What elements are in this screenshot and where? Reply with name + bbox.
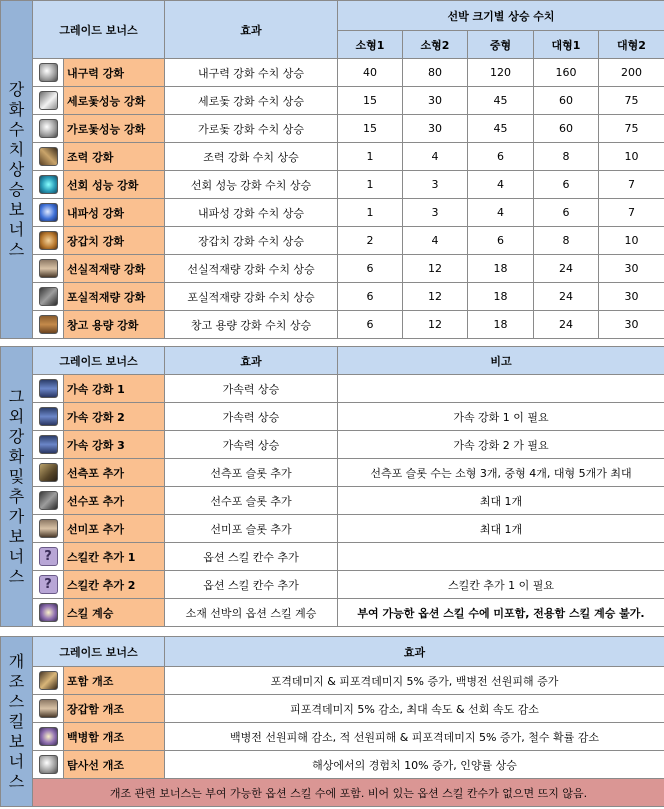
value-cell: 45: [468, 115, 534, 143]
bonus-effect: 선회 성능 강화 수치 상승: [165, 171, 338, 199]
bonus-effect: 옵션 스킬 칸수 추가: [165, 543, 338, 571]
grade-bonus-header: 그레이드 보너스: [33, 347, 165, 375]
note-header: 비고: [338, 347, 664, 375]
speed-up-icon: [39, 379, 58, 398]
bonus-name: 창고 용량 강화: [64, 311, 165, 339]
value-cell: 4: [403, 227, 468, 255]
bonus-effect: 가속력 상승: [165, 375, 338, 403]
value-cell: 15: [338, 87, 403, 115]
value-cell: 75: [599, 87, 664, 115]
value-cell: 8: [534, 143, 599, 171]
bonus-name: 선미포 추가: [64, 515, 165, 543]
bonus-effect: 가속력 상승: [165, 431, 338, 459]
horizontal-sail-icon: [39, 119, 58, 138]
bonus-name: 스킬칸 추가 2: [64, 571, 165, 599]
bonus-name: 가속 강화 3: [64, 431, 165, 459]
square-sail-icon: [39, 91, 58, 110]
table-row: [1, 723, 664, 751]
bonus-note: 가속 강화 1 이 필요: [338, 403, 664, 431]
bonus-name: 장갑함 개조: [64, 695, 165, 723]
modification-footnote: 개조 관련 보너스는 부여 가능한 옵션 스킬 수에 포함. 비어 있는 옵션 스킬 칸수가 없으면 뜨지 않음.: [33, 779, 664, 807]
size-header: 소형1: [338, 31, 403, 59]
value-cell: 4: [403, 143, 468, 171]
value-cell: 60: [534, 87, 599, 115]
table-row: [1, 695, 664, 723]
table-row: [1, 227, 664, 255]
value-cell: 6: [534, 199, 599, 227]
bonus-effect: 창고 용량 강화 수치 상승: [165, 311, 338, 339]
bonus-effect: 세로돛 강화 수치 상승: [165, 87, 338, 115]
bonus-effect: 해상에서의 경험치 10% 증가, 인양률 상승: [165, 751, 664, 779]
bonus-note: [338, 543, 664, 571]
bonus-effect: 선측포 슬롯 추가: [165, 459, 338, 487]
value-cell: 6: [338, 283, 403, 311]
bonus-name: 선수포 추가: [64, 487, 165, 515]
bonus-name: 선실적재량 강화: [64, 255, 165, 283]
table-row: [1, 403, 664, 431]
bonus-name: 가로돛성능 강화: [64, 115, 165, 143]
bonus-note: 선측포 슬롯 수는 소형 3개, 중형 4개, 대형 5개가 최대: [338, 459, 664, 487]
question-icon: ?: [39, 547, 58, 566]
value-cell: 6: [468, 227, 534, 255]
grade-bonus-header: 그레이드 보너스: [33, 1, 165, 59]
bonus-effect: 조력 강화 수치 상승: [165, 143, 338, 171]
bonus-effect: 선수포 슬롯 추가: [165, 487, 338, 515]
size-header: 중형: [468, 31, 534, 59]
melee-mod-icon: [39, 727, 58, 746]
bonus-name: 포함 개조: [64, 667, 165, 695]
table-row: [1, 375, 664, 403]
turning-icon: [39, 175, 58, 194]
effect-header: 효과: [165, 1, 338, 59]
table-row: [1, 143, 664, 171]
explorer-mod-icon: [39, 755, 58, 774]
table-row: [1, 543, 664, 571]
grade-bonus-header: 그레이드 보너스: [33, 637, 165, 667]
value-cell: 6: [338, 311, 403, 339]
value-cell: 6: [468, 143, 534, 171]
extra-bonus-table: [0, 346, 664, 627]
size-header: 대형1: [534, 31, 599, 59]
value-cell: 60: [534, 115, 599, 143]
value-cell: 1: [338, 143, 403, 171]
value-cell: 6: [338, 255, 403, 283]
table-row: [1, 255, 664, 283]
table-row: [1, 431, 664, 459]
value-cell: 30: [403, 115, 468, 143]
bonus-name: 세로돛성능 강화: [64, 87, 165, 115]
value-cell: 10: [599, 143, 664, 171]
section-side-label: 그 외 강 화 및 추 가 보 너 스: [1, 347, 33, 627]
bonus-effect: 가로돛 강화 수치 상승: [165, 115, 338, 143]
bonus-name: 선측포 추가: [64, 459, 165, 487]
table-row: [1, 171, 664, 199]
question-icon: ?: [39, 575, 58, 594]
size-header: 소형2: [403, 31, 468, 59]
bonus-effect: 포격데미지 & 피포격데미지 5% 증가, 백병전 선원피해 증가: [165, 667, 664, 695]
bonus-note: [338, 375, 664, 403]
value-cell: 4: [468, 171, 534, 199]
bonus-name: 탐사선 개조: [64, 751, 165, 779]
bonus-note: 가속 강화 2 가 필요: [338, 431, 664, 459]
bonus-effect: 내구력 강화 수치 상승: [165, 59, 338, 87]
bonus-name: 스킬칸 추가 1: [64, 543, 165, 571]
durability-icon: [39, 63, 58, 82]
bonus-effect: 소재 선박의 옵션 스킬 계승: [165, 599, 338, 627]
bonus-name: 조력 강화: [64, 143, 165, 171]
bonus-name: 내구력 강화: [64, 59, 165, 87]
table-row: [1, 199, 664, 227]
section-side-label: 강 화 수 치 상 승 보 너 스: [1, 1, 33, 339]
bonus-name: 가속 강화 1: [64, 375, 165, 403]
value-cell: 75: [599, 115, 664, 143]
bonus-note: 최대 1개: [338, 515, 664, 543]
value-cell: 30: [599, 283, 664, 311]
value-cell: 2: [338, 227, 403, 255]
table-row: [1, 515, 664, 543]
value-cell: 24: [534, 311, 599, 339]
value-cell: 18: [468, 311, 534, 339]
modification-bonus-table: [0, 636, 664, 807]
bonus-name: 스킬 계승: [64, 599, 165, 627]
bonus-note: 스킬칸 추가 1 이 필요: [338, 571, 664, 599]
value-cell: 45: [468, 87, 534, 115]
value-cell: 40: [338, 59, 403, 87]
value-cell: 24: [534, 255, 599, 283]
value-cell: 8: [534, 227, 599, 255]
speed-up-icon: [39, 435, 58, 454]
gun-mod-icon: [39, 671, 58, 690]
bonus-effect: 선실적재량 강화 수치 상승: [165, 255, 338, 283]
value-cell: 160: [534, 59, 599, 87]
value-cell: 18: [468, 283, 534, 311]
value-cell: 80: [403, 59, 468, 87]
table-row: [1, 599, 664, 627]
table-row: [1, 487, 664, 515]
value-cell: 30: [599, 255, 664, 283]
value-cell: 12: [403, 311, 468, 339]
value-cell: 30: [403, 87, 468, 115]
value-cell: 10: [599, 227, 664, 255]
side-cannon-icon: [39, 463, 58, 482]
bonus-note: 부여 가능한 옵션 스킬 수에 미포함, 전용함 스킬 계승 불가.: [338, 599, 664, 627]
effect-header: 효과: [165, 637, 664, 667]
bonus-name: 내파성 강화: [64, 199, 165, 227]
table-row: [1, 115, 664, 143]
bonus-name: 가속 강화 2: [64, 403, 165, 431]
value-cell: 1: [338, 199, 403, 227]
bonus-effect: 포실적재량 강화 수치 상승: [165, 283, 338, 311]
skill-inherit-icon: [39, 603, 58, 622]
bonus-name: 포실적재량 강화: [64, 283, 165, 311]
table-row: [1, 667, 664, 695]
oar-icon: [39, 147, 58, 166]
cannon-icon: [39, 287, 58, 306]
section-side-label: 개 조 스 킬 보 너 스: [1, 637, 33, 807]
value-cell: 15: [338, 115, 403, 143]
size-header: 대형2: [599, 31, 664, 59]
cargo-icon: [39, 315, 58, 334]
value-cell: 24: [534, 283, 599, 311]
value-cell: 3: [403, 171, 468, 199]
armor-mod-icon: [39, 699, 58, 718]
wave-resistance-icon: [39, 203, 58, 222]
value-cell: 7: [599, 171, 664, 199]
table-row: [1, 311, 664, 339]
value-cell: 3: [403, 199, 468, 227]
table-row: [1, 751, 664, 779]
table-row: [1, 283, 664, 311]
bonus-effect: 피포격데미지 5% 감소, 최대 속도 & 선회 속도 감소: [165, 695, 664, 723]
value-cell: 4: [468, 199, 534, 227]
bonus-effect: 선미포 슬롯 추가: [165, 515, 338, 543]
effect-header: 효과: [165, 347, 338, 375]
value-cell: 1: [338, 171, 403, 199]
table-row: [1, 459, 664, 487]
grade-bonus-table: [0, 0, 664, 339]
bonus-effect: 가속력 상승: [165, 403, 338, 431]
bonus-effect: 백병전 선원피해 감소, 적 선원피해 & 피포격데미지 5% 증가, 철수 확률 감소: [165, 723, 664, 751]
stern-cannon-icon: [39, 519, 58, 538]
table-row: [1, 87, 664, 115]
bonus-effect: 옵션 스킬 칸수 추가: [165, 571, 338, 599]
value-cell: 7: [599, 199, 664, 227]
value-cell: 120: [468, 59, 534, 87]
value-cell: 6: [534, 171, 599, 199]
bonus-name: 선회 성능 강화: [64, 171, 165, 199]
table-row: [1, 571, 664, 599]
value-cell: 12: [403, 255, 468, 283]
bonus-note: 최대 1개: [338, 487, 664, 515]
size-group-header: 선박 크기별 상승 수치: [338, 1, 664, 31]
bow-cannon-icon: [39, 491, 58, 510]
value-cell: 18: [468, 255, 534, 283]
bonus-name: 장갑치 강화: [64, 227, 165, 255]
bonus-effect: 내파성 강화 수치 상승: [165, 199, 338, 227]
speed-up-icon: [39, 407, 58, 426]
bonus-effect: 장갑치 강화 수치 상승: [165, 227, 338, 255]
value-cell: 200: [599, 59, 664, 87]
bonus-name: 백병함 개조: [64, 723, 165, 751]
value-cell: 12: [403, 283, 468, 311]
armor-icon: [39, 231, 58, 250]
table-row: [1, 59, 664, 87]
value-cell: 30: [599, 311, 664, 339]
crew-icon: [39, 259, 58, 278]
